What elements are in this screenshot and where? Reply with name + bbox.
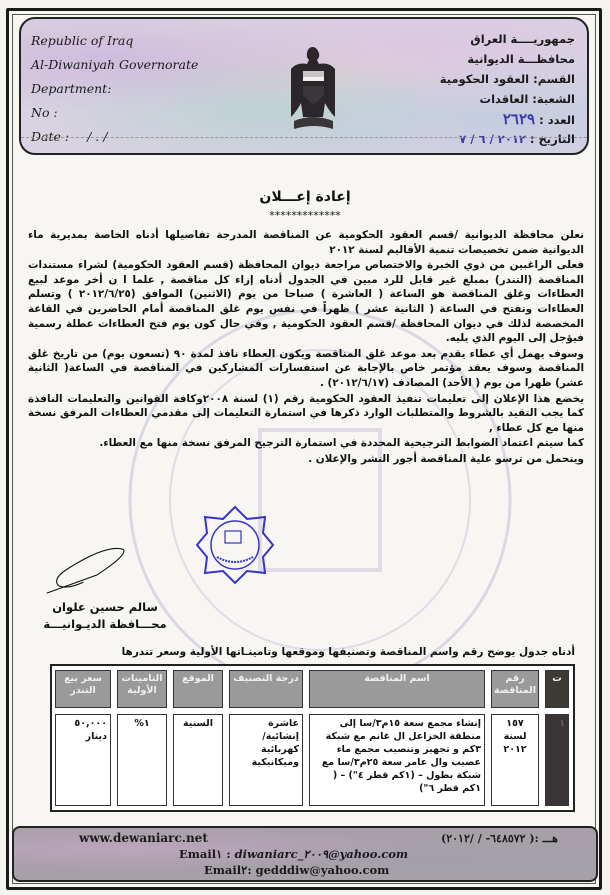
tender-table — [50, 664, 575, 812]
cell-deposit: ١% — [117, 714, 167, 806]
signer-title: محـــافظة الديـوانيـــة — [43, 617, 167, 631]
signature-icon — [38, 540, 138, 595]
date-arabic-row — [440, 129, 575, 149]
footer-email2 — [204, 863, 389, 878]
header-seq: ت — [545, 670, 569, 708]
date-arabic-value: ٢٠١٢ / ٦ / ٧ — [459, 132, 526, 146]
division-arabic: الشعبة: العاقدات — [479, 92, 575, 106]
no-label: No : — [31, 105, 58, 120]
cell-price: ٥٠,٠٠٠ دينار — [55, 714, 111, 806]
header-number: رقم المناقصة — [491, 670, 539, 708]
date-label: Date : — [31, 129, 70, 144]
date-arabic-label: التاريخ : — [529, 132, 575, 146]
letterhead-english — [31, 29, 198, 149]
cell-seq — [545, 714, 569, 806]
number-label: العدد : — [539, 113, 575, 127]
department-arabic: القسم: العقود الحكومية — [439, 72, 575, 86]
table-caption: أدناه جدول يوضح رقم واسم المناقصة وتصنيفها وموقعها وتامينـاتها الأولية وسعر تندرها — [121, 646, 575, 658]
cell-seq-value: ١ — [559, 718, 565, 729]
paragraph-fees: ويتحمل من ترسو علية المناقصة أجور النشر والإعلان . — [308, 452, 584, 465]
paragraph-validity: وسوف يهمل أي عطاء يقدم بعد موعد غلق المناقصة ويكون العطاء نافذ لمدة ٩٠ (تسعون يوم) من تاريخ غلق المناقصة وسوف يعقد مؤتمر خاص بالإجابة عن استفسارات المشاركين في المناقصة في الساعة( الثانية عشر) ظهرا من يوم ( الأحد) المصادف (٢٠١٢/٦/١٧) . — [28, 347, 584, 389]
paragraph-preference: كما سيتم اعتماد الضوابط الترجيحية المحددة في استمارة الترجيح المرفق نسخة منها مع العطاء. — [99, 437, 584, 450]
republic-arabic: جمهوريــــة العراق — [470, 32, 575, 46]
cell-number: ١٥٧ لسنة ٢٠١٢ — [491, 714, 539, 806]
paragraph-intro: تعلن محافظة الديوانية /قسم العقود الحكومية عن المناقصة المدرجة تفاصيلها أدناه الخاصة بمديرية ماء الديوانية ضمن تخصيصات تنمية الأقاليم لسنة ٢٠١٢ — [28, 229, 584, 256]
footer-phone: هـــ :( ٦٤٨٥٧٢- / /٢٠١٢) — [441, 832, 558, 845]
announcement-title: إعادة إعـــلان — [259, 189, 351, 205]
number-row — [440, 109, 575, 129]
letterhead-rule — [21, 137, 587, 138]
footer-email1 — [179, 847, 408, 862]
header-name: اسم المناقصة — [309, 670, 485, 708]
cell-location: السنية — [173, 714, 223, 806]
paragraph-regulations: يخضع هذا الإعلان إلى تعليمات تنفيذ العقود الحكومية رقم (١) لسنة ٢٠٠٨وكافة القوانين والتعليمات النافذة كما يجب التقيد بالشروط والمتطلبات الوارد ذكرها في استمارة التعليمات إلى مقدمي العطاءات المرفق نسخة منها مع كل عطاء , — [28, 392, 584, 434]
footer-email1-label: Email١ : — [179, 847, 231, 861]
header-classification: درجة التصنيف — [229, 670, 303, 708]
letterhead — [19, 17, 589, 155]
footer-email2-link[interactable]: gedddiw@yahoo.com — [255, 863, 390, 877]
paragraph-purchase-info: فعلى الراغبين من ذوي الخبرة والاختصاص مراجعة ديوان المحافظة (قسم العقود الحكومية) لشراء مستندات المناقصة (التندر) بمبلغ غير قابل للرد مبين في الجدول أدناه إزاء كل مناقصة , علما ا ن أخر موعد لبيع العطاءات وغلق المناقصة هو الساعة ( العاشرة ) صباحا من يوم (الاثنين) الموافق (٢٠١٢/٦/٢٥ ) وتسلم العطاءات وتفتح في الساعة ( الثانية عشر ) ظهراً في نفس يوم غلق المناقصة أمام الحاضرين في القاعة المخصصة لذلك في ديوان المحافظة /قسم العقود الحكومية , وفي حال كون يوم فتح العطاءات عطلة رسمية فيؤجل إلى اليوم الذي يليه. — [28, 259, 584, 345]
official-stamp-icon — [195, 505, 275, 585]
number-value: ٢٦٢٩ — [502, 110, 536, 128]
header-location: الموقع — [173, 670, 223, 708]
date-value: / . / — [87, 129, 108, 144]
iraq-eagle-emblem-icon — [286, 41, 341, 141]
signer-name: سالم حسين علوان — [52, 600, 158, 614]
header-price: سعر بيع التندر — [55, 670, 111, 708]
footer-website-link[interactable]: www.dewaniarc.net — [79, 831, 208, 845]
department-label: Department: — [31, 81, 112, 96]
governorate-arabic: محافظـــة الديوانية — [467, 52, 575, 66]
footer-email1-link[interactable]: diwaniarc_٢٠٠٩@yahoo.com — [234, 847, 409, 861]
letterhead-arabic — [440, 29, 575, 149]
footer-email2-label: Email٢: — [204, 863, 252, 877]
cell-name: إنشاء مجمع سعة ١٥م٣/سا إلى منطقة الخزاعل ال غانم مع شبكة ٣كم و تجهيز وتنصيب مجمع ماء عصيب وال عامر سعة ٢٥م٣/سا مع شبكة بطول – (١كم قطر ٤") – ( ١كم قطر ٦") — [309, 714, 485, 806]
governorate-label: Al-Diwaniyah Governorate — [31, 57, 199, 72]
republic-label: Republic of Iraq — [31, 33, 134, 48]
announcement-body — [28, 228, 584, 468]
header-deposit: التامينات الأولية — [117, 670, 167, 708]
cell-classification: عاشرة إنشائية/ كهربائية وميكانيكية — [229, 714, 303, 806]
footer-bar — [12, 826, 598, 882]
title-stars: ************* — [269, 209, 341, 222]
